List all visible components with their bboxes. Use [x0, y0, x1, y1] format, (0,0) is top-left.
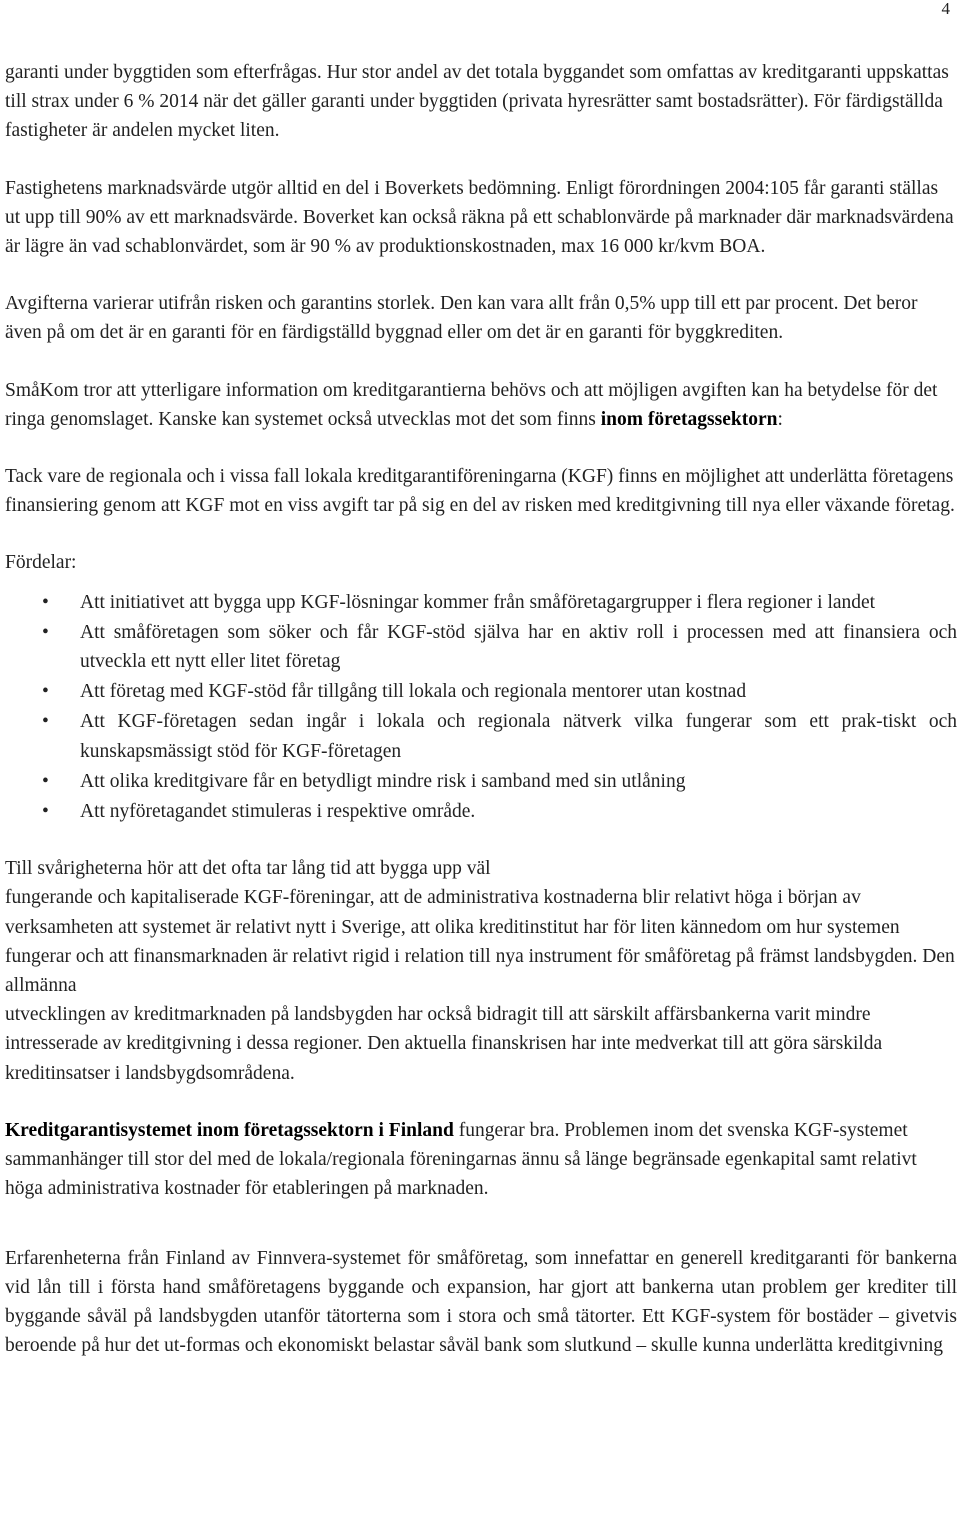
- paragraph-fees: Avgifterna varierar utifrån risken och garantins storlek. Den kan vara allt från 0,5% upp till ett par procent. Det beror även på om det är en garanti för en färdigställd byggnad eller om det är en garanti för byggkrediten.: [5, 293, 918, 344]
- bold-finland-system: Kreditgarantisystemet inom företagssektorn i Finland: [5, 1119, 454, 1141]
- paragraph-finland-text: fungerar bra. Problemen inom det svenska KGF-systemet sammanhänger till stor del med de lokala/regionala föreningarnas ännu så länge begränsade egenkapital samt relativt höga administrativa kostnader för etableringen på marknaden.: [5, 1119, 917, 1200]
- paragraph-market-value: Fastighetens marknadsvärde utgör alltid en del i Boverkets bedömning. Enligt förordningen 2004:105 får garanti ställas ut upp till 90% av ett marknadsvärde. Boverket kan också räkna på ett schablonvärde på marknader där marknadsvärdena är lägre än vad schablonvärdet, som är 90 % av produktionskostnaden, max 16 000 kr/kvm BOA.: [5, 177, 954, 258]
- list-item-text: Att småföretagen som söker och får KGF-stöd själva har en aktiv roll i processen med att finansiera och utveckla ett nytt eller litet företag: [80, 621, 957, 673]
- bullet-icon: •: [42, 801, 49, 823]
- difficulties-line-1: Till svårigheterna hör att det ofta tar lång tid att bygga upp väl: [5, 858, 491, 880]
- bold-company-sector: inom företagssektorn: [600, 408, 778, 430]
- list-item: [5, 707, 957, 765]
- paragraph-smakom: [5, 376, 957, 434]
- paragraph-finnvera: Erfarenheterna från Finland av Finnvera-systemet för småföretag, som innefattar en generell kreditgaranti för bankerna vid lån till i första hand småföretagens byggande och expansion, har gjort att bankerna utan problem ger krediter till byggande såväl på landsbygden utanför tätorterna som i stora och små tätorter. Ett KGF-system för bostäder – givetvis beroende på hur det ut-formas och ekonomiskt belastar såväl bank som slutkund – skulle kunna underlätta kreditgivning: [5, 1247, 957, 1357]
- list-item: [5, 767, 957, 796]
- bullet-icon: •: [42, 621, 49, 643]
- bullet-icon: •: [42, 770, 49, 792]
- list-item: [5, 588, 957, 617]
- document-body: [5, 58, 957, 1360]
- list-item-text: Att initiativet att bygga upp KGF-lösningar kommer från småföretagargrupper i flera regioner i landet: [80, 591, 876, 613]
- page-number: 4: [941, 0, 950, 18]
- difficulties-line-3: utvecklingen av kreditmarknaden på landsbygden har också bidragit till att särskilt affärsbankerna varit mindre intresserade av kreditgivning i dessa regioner. Den aktuella finanskrisen har inte medverkat till att göra särskilda kreditinsatser i landsbygdsområdena.: [5, 1004, 883, 1084]
- paragraph-difficulties: [5, 854, 957, 1088]
- paragraph-finland: [5, 1116, 957, 1204]
- difficulties-line-2: fungerande och kapitaliserade KGF-föreningar, att de administrativa kostnaderna blir relativt höga i början av verksamheten att systemet är relativt nytt i Sverige, att olika kreditinstitut har för liten kännedom om hur systemen fungerar och att finansmarknaden är relativt rigid i relation till nya instrument för småföretag på främst landsbygden. Den allmänna: [5, 887, 955, 997]
- paragraph-kgf-intro: Tack vare de regionala och i vissa fall lokala kreditgarantiföreningarna (KGF) finns en möjlighet att underlätta företagens finansiering genom att KGF mot en viss avgift tar på sig en del av risken med kreditgivning till nya eller växande företag.: [5, 466, 955, 517]
- advantages-list: [5, 588, 957, 827]
- list-item: [5, 797, 957, 826]
- list-item: [5, 677, 957, 706]
- advantages-heading: Fördelar:: [5, 552, 77, 574]
- list-item-text: Att nyföretagandet stimuleras i respektive område.: [80, 801, 476, 823]
- paragraph-smakom-text: SmåKom tror att ytterligare information om kreditgarantierna behövs och att möjligen avgiften kan ha betydelse för det ringa genomslaget. Kanske kan systemet också utvecklas mot det som finns: [5, 379, 938, 430]
- bullet-icon: •: [42, 711, 49, 733]
- bullet-icon: •: [42, 591, 49, 613]
- paragraph-guarantee-share: garanti under byggtiden som efterfrågas. Hur stor andel av det totala byggandet som omfattas av kreditgaranti uppskattas till strax under 6 % 2014 när det gäller garanti under byggtiden (privata hyresrätter samt bostadsrätter). För färdigställda fastigheter är andelen mycket liten.: [5, 62, 949, 142]
- list-item-text: Att olika kreditgivare får en betydligt mindre risk i samband med sin utlåning: [80, 770, 686, 792]
- bullet-icon: •: [42, 681, 49, 703]
- paragraph-smakom-colon: :: [777, 408, 783, 430]
- list-item-text: Att KGF-företagen sedan ingår i lokala och regionala nätverk vilka fungerar som ett prak-tiskt och kunskapsmässigt stöd för KGF-företagen: [80, 711, 957, 762]
- list-item-text: Att företag med KGF-stöd får tillgång till lokala och regionala mentorer utan kostnad: [80, 681, 747, 703]
- list-item: [5, 618, 957, 676]
